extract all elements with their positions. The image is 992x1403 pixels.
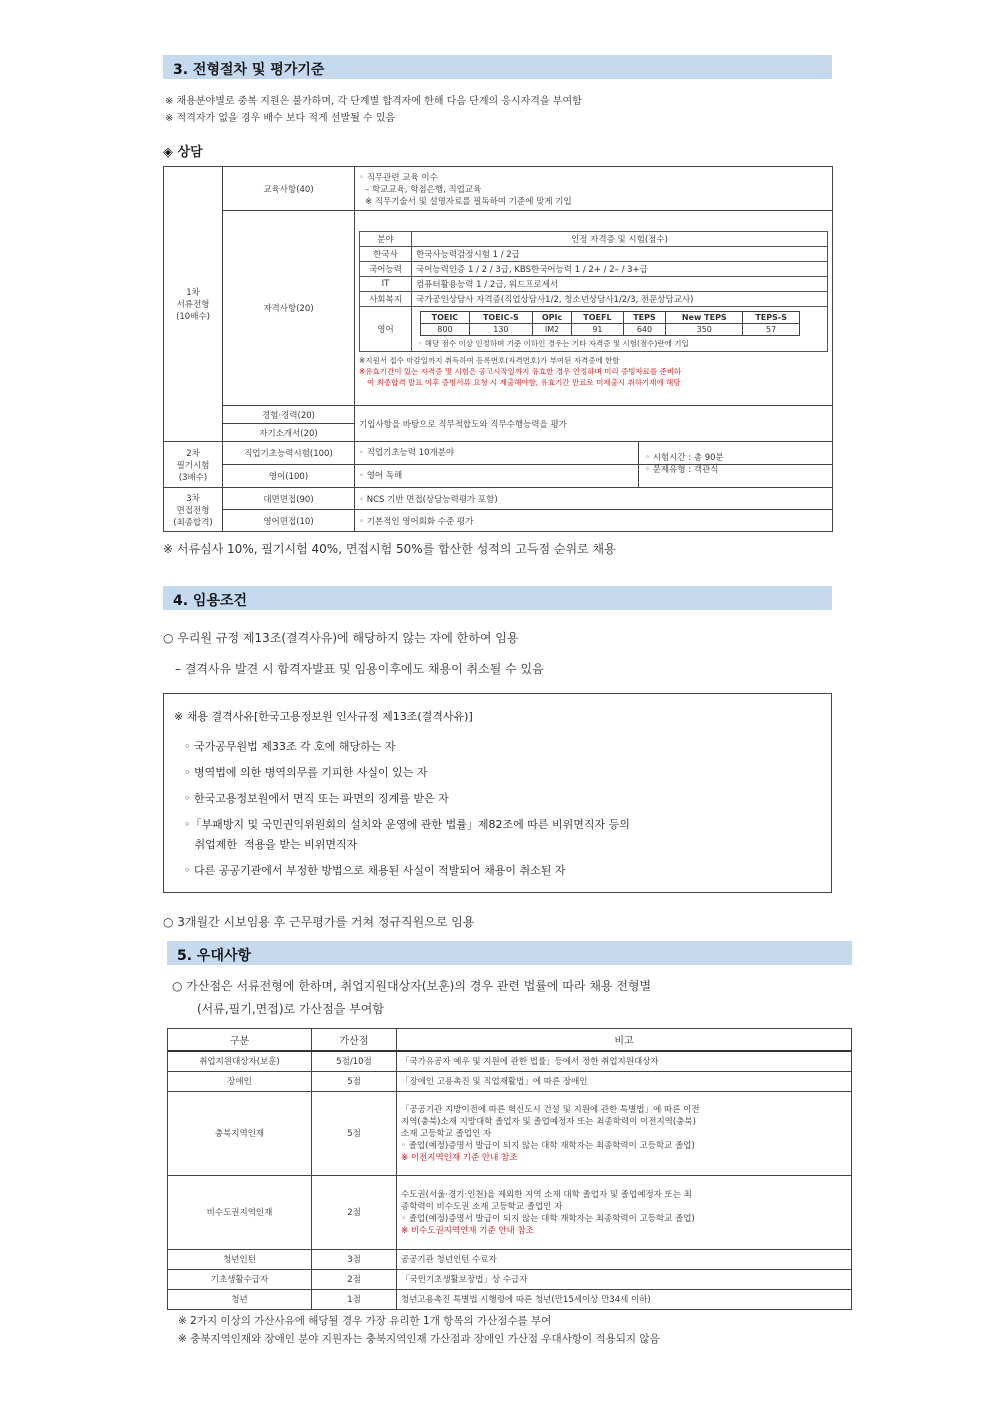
stage-3: 3차 면접전형 (최종합격) bbox=[164, 488, 223, 532]
intro-label: 자기소개서(20) bbox=[223, 424, 355, 442]
section-3-title: 3. 전형절차 및 평가기준 bbox=[163, 55, 832, 79]
pref-note: ※ 2가지 이상의 가산사유에 해당될 경우 가장 유리한 1개 항목의 가산점수를 부여 bbox=[178, 1315, 552, 1327]
s3-a: 대면면접(90) bbox=[223, 488, 355, 510]
condition-line: ○ 우리원 규정 제13조(결격사유)에 해당하지 않는 자에 한하여 임용 bbox=[163, 631, 519, 645]
s2-b-desc: ◦ 영어 독해 bbox=[355, 465, 833, 488]
s2-b: 영어(100) bbox=[223, 465, 355, 488]
stage-2: 2차 필기시험 (3배수) bbox=[164, 442, 223, 488]
s3-b: 영어면접(10) bbox=[223, 510, 355, 532]
edu-label: 교육사항(40) bbox=[223, 167, 355, 211]
disqualification-box: ※ 채용 결격사유[한국고용정보원 인사규정 제13조(결격사유)] ◦ 국가공무원법 제33조 각 호에 해당하는 자 ◦ 병역법에 의한 병역의무를 기피한 사실이 있는 자 ◦ 한국고용정보원에서 면직 또는 파면의 징계를 받은 자 ◦「부패방지 및 국민권익위원회의 설치와 운영에 관한 법률」제82조에 따른 비위면직자 등의 취업제한 적용을 받는 비위면직자 ◦ 다른 공공기관에서 부정한 방법으로 채용된 사실이 적발되어 채용이 취소된 자 bbox=[163, 693, 832, 893]
sub-title: ◈ 상담 bbox=[163, 145, 203, 160]
language-score-table: TOEIC TOEIC-S OPIc TOEFL TEPS New TEPS TEPS-S 800 130 IM2 91 640 350 57 bbox=[420, 311, 800, 336]
probation-line: ○ 3개월간 시보임용 후 근무평가를 거쳐 정규직원으로 임용 bbox=[163, 915, 475, 929]
s2-a-desc: ◦ 직업기초능력 10개분야 bbox=[355, 442, 833, 465]
s3-a-desc: ◦ NCS 기반 면접(상담능력평가 포함) bbox=[355, 488, 833, 510]
note: ※ 채용분야별로 중복 지원은 불가하며, 각 단계별 합격자에 한해 다음 단계의 응시자격을 부여함 bbox=[165, 96, 582, 107]
s2-a: 직업기초능력시험(100) bbox=[223, 442, 355, 465]
selection-table bbox=[163, 166, 833, 532]
note: ※ 적격자가 없을 경우 배수 보다 적게 선발될 수 있음 bbox=[165, 113, 396, 124]
section-4-title: 4. 임용조건 bbox=[163, 586, 832, 610]
stage-1: 1차 서류전형 (10배수) bbox=[164, 167, 223, 442]
career-desc: 기입사항을 바탕으로 직무적합도와 직무수행능력을 평가 bbox=[355, 406, 833, 442]
s3-b-desc: ◦ 기본적인 영어회화 수준 평가 bbox=[355, 510, 833, 532]
cert-cell: 분야 인정 자격증 및 시험(점수) 한국사 한국사능력검정시험 1 / 2급 국어능력 국어능력인증 1 / 2 / 3급, KBS한국어능력 1 / 2+ / 2– / 3+급 IT 컴퓨터활용능력 1 / 2급, 워드프로세서 사회복지 국가공인상담사 자격증(직업상담사1/2, 청소년상담사1/2/3, 전문상담교사) 영어 TOEIC TOEIC-S OPIc TOEFL TEPS New TEPS TEPS-S 800 130 IM2 91 640 350 57 ◦ 해당 점수 이상 인정하며 기준 이하인 경우는 기타 자격증 및 시험(점수)란에 기입 ※지원서 접수 마감일까지 취득하여 등록번호(자격번호)가 부여된 자격증에 한함 ※유효기간이 있는 자격증 및 시험은 공고시작일까지 유효한 경우 인정하며 미리 증빙자료를 준비하 여 최종합격 발표 이후 증빙서류 요청 시 제출해야함, 유효기간 만료로 미제출시 취하기재에 해당 bbox=[355, 211, 833, 406]
pref-intro-2: (서류,필기,면접)로 가산점을 부여함 bbox=[197, 1002, 384, 1016]
pref-note: ※ 충북지역인재와 장애인 분야 지원자는 충북지역인재 가산점과 장애인 가산점 우대사항이 적용되지 않음 bbox=[178, 1333, 660, 1345]
edu-desc: ◦ 직무관련 교육 이수 – 학교교육, 학점은행, 직업교육 ※ 직무기술서 및 설명자료를 필독하여 기준에 맞게 기입 bbox=[355, 167, 833, 211]
cert-table: 분야 인정 자격증 및 시험(점수) 한국사 한국사능력검정시험 1 / 2급 국어능력 국어능력인증 1 / 2 / 3급, KBS한국어능력 1 / 2+ / 2– / 3+급 IT 컴퓨터활용능력 1 / 2급, 워드프로세서 사회복지 국가공인상담사 자격증(직업상담사1/2, 청소년상담사1/2/3, 전문상담교사) 영어 TOEIC TOEIC-S OPIc TOEFL TEPS New TEPS TEPS-S 800 130 IM2 91 640 350 57 ◦ 해당 점수 이상 인정하며 기준 이하인 경우는 기타 자격증 및 시험(점수)란에 기입 bbox=[359, 231, 828, 352]
pref-intro: ○ 가산점은 서류전형에 한하며, 취업지원대상자(보훈)의 경우 관련 법률에 따라 채용 전형별 bbox=[172, 979, 652, 993]
career-label: 경험·경력(20) bbox=[223, 406, 355, 424]
condition-subline: – 결격사유 발견 시 합격자발표 및 임용이후에도 채용이 취소될 수 있음 bbox=[175, 662, 544, 676]
preference-table: 구분 가산점 비고 취업지원대상자(보훈) 5점/10점 「국가유공자 예우 및 지원에 관한 법률」등에서 정한 취업지원대상자 장애인 5점 「장애인 고용촉진 및 직업재활법」에 따른 장애인 충북지역인재 5점 「공공기관 지방이전에 따른 혁신도시 건설 및 지원에 관한 특별법」에 따른 이전 지역(충북)소재 지방대학 졸업자 및 졸업예정자 또는 최종학력이 이전지역(충북) 소재 고등학교 졸업인 자 ◦ 졸업(예정)증명서 발급이 되지 않는 대학 재학자는 최종학력이 고등학교 졸업) ※ 이전지역인재 기준 안내 참조 비수도권지역인재 2점 수도권(서울·경기·인천)을 제외한 지역 소재 대학 졸업자 및 졸업예정자 또는 최 종학력이 비수도권 소재 고등학교 졸업인 자 ◦ 졸업(예정)증명서 발급이 되지 않는 대학 재학자는 최종학력이 고등학교 졸업) ※ 비수도권지역인재 기준 안내 참조 청년인턴 3점 공공기관 청년인턴 수료자 기초생활수급자 2점 「국민기초생활보장법」상 수급자 청년 1점 청년고용촉진 특별법 시행령에 따른 청년(만15세이상 만34세 이하) bbox=[167, 1028, 852, 1310]
final-note: ※ 서류심사 10%, 필기시험 40%, 면접시험 50%를 합산한 성적의 고득점 순위로 채용 bbox=[163, 542, 616, 556]
cert-label: 자격사항(20) bbox=[223, 211, 355, 406]
section-5-title: 5. 우대사항 bbox=[167, 941, 852, 965]
written-test-info: ◦ 시험시간 : 총 90분 ◦ 문제유형 : 객관식 bbox=[645, 453, 724, 475]
